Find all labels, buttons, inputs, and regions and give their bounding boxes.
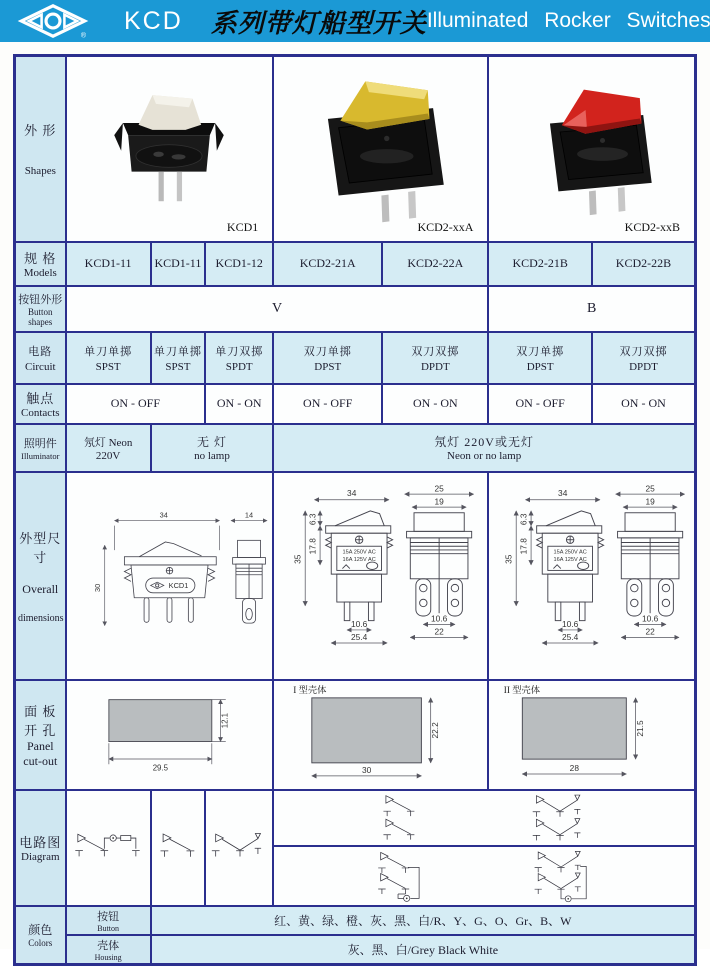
circuit-en: SPST (95, 360, 121, 373)
contacts-cell: ON - ON (382, 384, 488, 424)
dim-25: 25 (434, 482, 444, 493)
button-shapes-label-zh: 按钮外形 (18, 293, 63, 306)
dim-25-4: 25.4 (350, 631, 368, 642)
panel-label-en1: Panel (26, 738, 54, 753)
cutout-w: 30 (361, 764, 372, 775)
model-cell: KCD1-11 (66, 242, 151, 286)
panel-label-zh1: 面 板 (24, 703, 57, 719)
spdt-diagram (208, 827, 272, 863)
rating-2: 16A 125V AC (553, 556, 587, 563)
diagram-spst-cell (151, 790, 205, 906)
dpdt-lamp-diagram (531, 847, 597, 905)
diagram-spst-lamp-cell (66, 790, 151, 906)
row-dimensions (15, 472, 696, 680)
cutout-h: 12.1 (220, 712, 230, 728)
dim-10-6: 10.6 (641, 613, 658, 624)
circuit-zh: 单刀单掷 (153, 345, 202, 358)
colors-housing-value: 灰、黑、白/Grey Black White (151, 935, 696, 965)
dpst-lamp-diagram (372, 848, 434, 904)
model-cell: KCD1-11 (151, 242, 205, 286)
dim-34: 34 (557, 487, 568, 498)
photo-caption: KCD2-xxB (624, 219, 680, 234)
neon-zh: 氖灯 Neon (83, 436, 133, 449)
diagram-subrow-nolamp (274, 791, 694, 847)
colors-label-zh: 颜色 (28, 923, 53, 937)
contacts-cell: ON - ON (205, 384, 273, 424)
button-sub-zh: 按钮 (97, 910, 120, 923)
dims-kcd2a-cell (273, 472, 488, 680)
dim-22: 22 (434, 626, 444, 637)
dim-19: 19 (434, 495, 444, 506)
kcd2a-switch-photo (278, 62, 483, 230)
diagram-multi-cell (273, 790, 695, 906)
dimensions-label-zh: 外型尺寸 (19, 530, 62, 565)
row-circuit (15, 332, 696, 384)
row-shapes (15, 56, 696, 242)
photo-kcd2b-cell (488, 56, 695, 242)
dim-22: 22 (645, 626, 655, 637)
registered-mark: ® (80, 32, 86, 40)
model-cell: KCD2-21A (273, 242, 382, 286)
photo-caption: KCD2-xxA (417, 219, 474, 234)
cutout-type1-cell (273, 680, 488, 790)
row-header-colors (15, 906, 66, 965)
dim-25: 25 (645, 482, 655, 493)
row-colors-housing (15, 935, 696, 965)
row-header-contacts (15, 384, 66, 424)
dim-14: 14 (244, 509, 254, 519)
model-cell: KCD2-21B (488, 242, 592, 286)
spst-diagram (154, 828, 206, 862)
row-illuminator (15, 424, 696, 472)
colors-button-value: 红、黄、绿、橙、灰、黑、白/R、Y、G、O、Gr、B、W (151, 906, 696, 935)
dim-10-6: 10.6 (430, 613, 448, 624)
circuit-zh: 双刀单掷 (303, 345, 352, 358)
neon-or-en: Neon or no lamp (447, 450, 522, 462)
dim-30: 30 (92, 583, 102, 592)
cutout-drawing-kcd1 (67, 688, 272, 782)
kcd2b-switch-photo (494, 62, 689, 230)
contacts-cell: ON - OFF (66, 384, 206, 424)
model-cell: KCD2-22B (592, 242, 696, 286)
row-panel-cutout (15, 680, 696, 790)
models-label-zh: 规 格 (24, 251, 57, 266)
contacts-cell: ON - OFF (273, 384, 382, 424)
kcd1-switch-photo (69, 71, 269, 221)
circuit-cell (151, 332, 205, 384)
brand-text: KCD (124, 6, 183, 35)
dims-kcd1-cell (66, 472, 274, 680)
neon-or-zh: 氖灯 220V或无灯 (434, 435, 534, 449)
dim-10-6: 10.6 (561, 618, 579, 629)
circuit-en: DPDT (420, 360, 450, 373)
dim-25-4: 25.4 (561, 631, 579, 642)
kcd2-dimension-drawing (281, 483, 481, 669)
row-button-shapes (15, 286, 696, 332)
housing-sub-en: Housing (94, 952, 122, 962)
page-header (0, 0, 710, 42)
diagram-subrow-lamp (274, 847, 694, 905)
contacts-label-en: Contacts (21, 407, 60, 419)
models-label-en: Models (23, 267, 57, 279)
panel-label-en2: cut-out (23, 753, 58, 768)
dim-35: 35 (503, 554, 514, 564)
button-shapes-label-en2: shapes (28, 316, 53, 327)
circuit-cell (382, 332, 488, 384)
diagram-label-zh: 电路图 (19, 835, 62, 850)
button-shapes-label-en1: Button (28, 306, 53, 317)
row-contacts (15, 384, 696, 424)
circuit-zh: 单刀单掷 (84, 345, 133, 358)
dim-6-3: 6.3 (518, 512, 529, 525)
model-cell: KCD2-22A (382, 242, 488, 286)
brand-logo-icon (8, 2, 98, 40)
photo-kcd2a-cell (273, 56, 488, 242)
kcd1-drawing-label: KCD1 (168, 580, 189, 590)
circuit-cell (66, 332, 151, 384)
circuit-en: DPDT (629, 360, 658, 373)
colors-housing-subheader (66, 935, 151, 965)
button-sub-en: Button (97, 923, 120, 933)
diagram-spdt-cell (205, 790, 273, 906)
row-header-circuit (15, 332, 66, 384)
colors-label-en: Colors (28, 938, 53, 948)
model-cell: KCD1-12 (205, 242, 273, 286)
row-header-illuminator (15, 424, 66, 472)
nolamp-zh: 无 灯 (196, 435, 227, 449)
dpst-diagram (377, 792, 427, 844)
circuit-en: DPST (314, 360, 342, 373)
panel-label-zh2: 开 孔 (24, 722, 57, 738)
contacts-cell: ON - OFF (488, 384, 592, 424)
cutout-title: I 型壳体 (293, 685, 327, 696)
cutout-kcd1-cell (66, 680, 274, 790)
dimensions-label-en1: Overall (22, 581, 59, 596)
dim-19: 19 (645, 495, 655, 506)
contacts-cell: ON - ON (592, 384, 696, 424)
dim-6-3: 6.3 (307, 512, 318, 525)
rating-1: 15A 250V AC (342, 549, 376, 556)
cutout-w: 29.5 (152, 762, 168, 772)
circuit-cell (273, 332, 382, 384)
dimensions-label-en2: dimensions (18, 612, 64, 624)
row-diagram (15, 790, 696, 906)
circuit-label-en: Circuit (25, 360, 56, 373)
button-shape-v-cell: V (66, 286, 489, 332)
circuit-zh: 双刀双掷 (619, 345, 668, 358)
cutout-type2-cell (488, 680, 695, 790)
circuit-en: SPST (165, 360, 191, 373)
dim-34: 34 (159, 509, 168, 519)
illuminator-label-zh: 照明件 (23, 437, 57, 450)
dim-17-8: 17.8 (307, 537, 318, 554)
cutout-drawing-type2 (494, 683, 689, 787)
dim-17-8: 17.8 (518, 537, 529, 554)
rating-2: 16A 125V AC (342, 556, 376, 563)
row-colors-button (15, 906, 696, 935)
dpdt-diagram (529, 791, 591, 845)
circuit-en: SPDT (225, 360, 253, 373)
circuit-label-zh: 电路 (28, 345, 53, 358)
contacts-label-zh: 触点 (26, 391, 55, 406)
diagram-split-region (274, 791, 694, 905)
illuminator-neon-cell (66, 424, 151, 472)
cutout-title: II 型壳体 (503, 685, 541, 696)
rating-1: 15A 250V AC (553, 549, 587, 556)
housing-sub-zh: 壳体 (97, 939, 120, 952)
cutout-h: 22.2 (429, 721, 440, 738)
circuit-en: DPST (526, 360, 554, 373)
diagram-label-en: Diagram (21, 851, 60, 863)
row-header-shapes (15, 56, 66, 242)
kcd2-dimension-drawing-copy (491, 483, 692, 669)
nolamp-en: no lamp (194, 450, 230, 462)
photo-kcd1-cell (66, 56, 274, 242)
cutout-h: 21.5 (635, 719, 646, 737)
cutout-w: 28 (569, 762, 580, 773)
title-english: Illuminated Rocker Switches (426, 9, 711, 32)
illuminator-neon-or-cell (273, 424, 695, 472)
cutout-drawing-type1 (281, 683, 481, 787)
row-header-panel (15, 680, 66, 790)
circuit-zh: 双刀单掷 (516, 345, 565, 358)
spec-table (13, 54, 697, 966)
circuit-cell (205, 332, 273, 384)
row-models (15, 242, 696, 286)
kcd1-dimension-drawing (67, 496, 272, 656)
dim-35: 35 (292, 554, 303, 564)
button-shape-b-cell: B (488, 286, 695, 332)
title-chinese: 系列带灯船型开关 (210, 7, 427, 38)
spst-lamp-diagram (69, 827, 151, 863)
shapes-label-en: Shapes (24, 165, 56, 178)
shapes-label-zh: 外 形 (24, 123, 57, 139)
neon-volt: 220V (95, 449, 121, 462)
circuit-zh: 单刀双掷 (215, 345, 264, 358)
illuminator-nolamp-cell (151, 424, 274, 472)
row-header-models (15, 242, 66, 286)
kcd2-dimension-drawing (492, 483, 692, 669)
dim-10-6: 10.6 (350, 618, 368, 629)
circuit-cell (592, 332, 696, 384)
circuit-zh: 双刀双掷 (411, 345, 460, 358)
dims-kcd2b-cell (488, 472, 695, 680)
illuminator-label-en: Illuminator (21, 450, 60, 461)
row-header-button-shapes (15, 286, 66, 332)
circuit-cell (488, 332, 592, 384)
dim-34: 34 (346, 487, 357, 498)
row-header-dimensions (15, 472, 66, 680)
photo-caption: KCD1 (226, 219, 259, 234)
colors-button-subheader (66, 906, 151, 935)
row-header-diagram (15, 790, 66, 906)
